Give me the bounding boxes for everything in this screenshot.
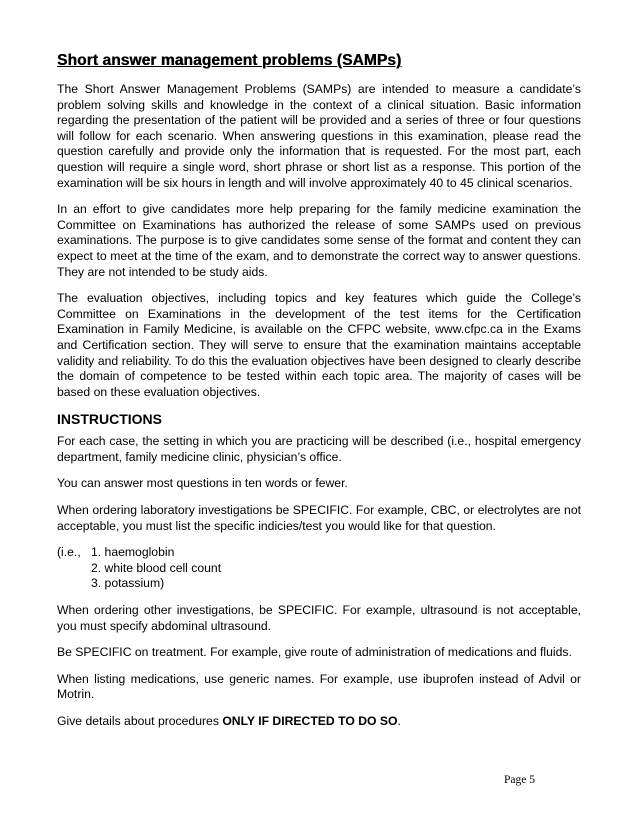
procedures-text: Give details about procedures [57,714,223,728]
page-content [57,52,581,730]
instruction-other-investigations: When ordering other investigations, be SPECIFIC. For example, ultrasound is not acceptable, you must specify abdominal ultrasound. [57,603,581,633]
instruction-medications: When listing medications, use generic names. For example, use ibuprofen instead of Advil or Motrin. [57,671,581,702]
example-list-item: 3. potassium) [91,576,165,591]
example-list-row [57,561,581,577]
procedures-period: . [397,714,401,728]
procedures-emphasis: ONLY IF DIRECTED TO DO SO [222,714,398,728]
instructions-heading: INSTRUCTIONS [57,411,162,428]
instruction-setting: For each case, the setting in which you are practicing will be described (i.e., hospital emergency department, family medicine clinic, physician’s office. [57,434,581,464]
section-title: Short answer management problems (SAMPs) [57,52,402,69]
example-list [57,545,581,592]
page-number: Page 5 [504,774,535,786]
example-prefix: (i.e., [57,545,81,560]
instruction-procedures [57,714,581,730]
intro-paragraph-3: The evaluation objectives, including topics and key features which guide the College’s Committee on Examinations in the development of the test items for the Certification Examination in Family Medicine, is available on the CFPC website, www.cfpc.ca in the Exams and Certification section. They will serve to ensure that the examination maintains acceptable validity and reliability. To do this the evaluation objectives have been designed to clearly describe the domain of competence to be tested within each topic area. The majority of cases will be based on these evaluation objectives. [57,291,581,399]
example-list-row [57,545,581,561]
intro-paragraph-2: In an effort to give candidates more help preparing for the family medicine examination the Committee on Examinations has authorized the release of some SAMPs used on previous examinations. The purpose is to give candidates some sense of the format and content they can expect to meet at the time of the exam, and to demonstrate the correct way to answer questions. They are not intended to be study aids. [57,202,581,279]
example-list-item: 1. haemoglobin [91,545,175,560]
instruction-word-count: You can answer most questions in ten words or fewer. [57,476,348,491]
intro-paragraph-1: The Short Answer Management Problems (SAMPs) are intended to measure a candidate’s problem solving skills and knowledge in the context of a clinical situation. Basic information regarding the presentation of the patient will be provided and a series of three or four questions will follow for each scenario. When answering questions in this examination, please read the question carefully and provide only the information that is requested. For the most part, each question will require a single word, short phrase or short list as a response. This portion of the examination will be six hours in length and will involve approximately 40 to 45 clinical scenarios. [57,82,581,190]
example-list-row [57,576,581,592]
instruction-lab-investigations: When ordering laboratory investigations be SPECIFIC. For example, CBC, or electrolytes are not acceptable, you must list the specific indicies/test you would like for that question. [57,503,581,533]
instruction-treatment: Be SPECIFIC on treatment. For example, give route of administration of medications and fluids. [57,645,572,660]
example-list-item: 2. white blood cell count [91,560,222,575]
